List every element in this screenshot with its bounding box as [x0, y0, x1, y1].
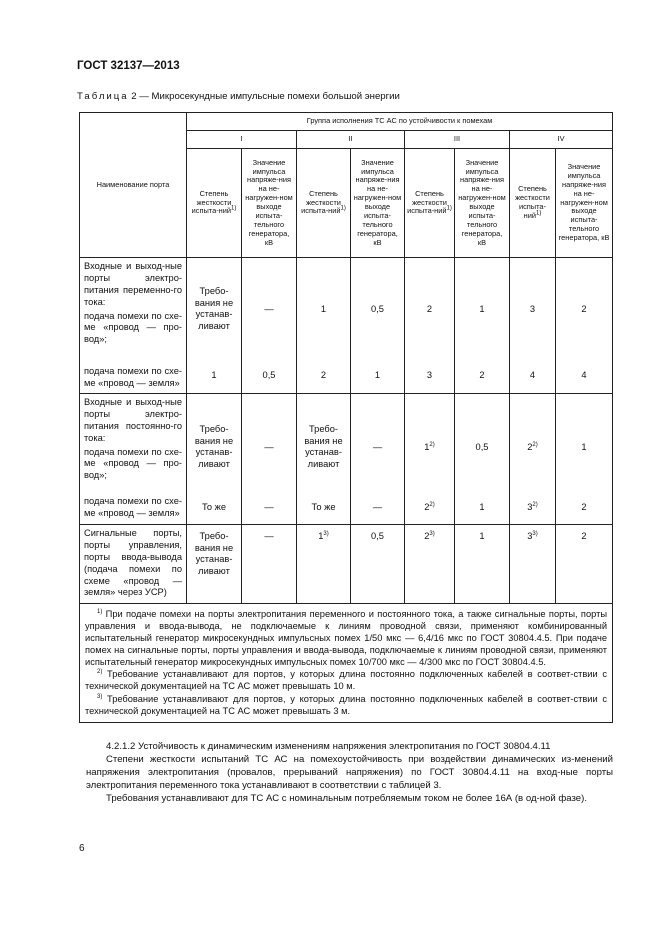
value-cell: Требо-вания не устанав-ливают То же	[297, 394, 351, 525]
voltage-subheader: Значение импульса напряже-ния на не-нагружен-ном выходе испыта-тельного генератора, кВ	[242, 149, 297, 258]
table-caption-word: Таблица	[77, 91, 129, 102]
value-cell: 2 4	[556, 258, 613, 394]
body-text	[86, 741, 613, 806]
port-section-title: Сигнальные порты, порты управления, порты ввода-вывода (подача помехи по схеме «провод — земля» через УСР)	[84, 528, 182, 598]
port-sub-label: подача помехи по схе-ме «провод — земля»	[84, 366, 182, 389]
paragraph: Требования устанавливают для ТС АС с номинальным потребляемым током не более 16А (в од-ной фазе).	[106, 792, 588, 804]
footnote: $^{1)}$ При подаче помехи на порты электропитания переменного и постоянного тока, а также сигнальные порты, порты управления и ввода-вывода, не подключаемые к линиям проводной связи, применяют комбинированный испытательный генератор микросекундных импульсных помех 1/50 мкс — 6,4/16 мкс по ГОСТ 30804.4.5. При подаче помех на сигнальные порты, порты управления и ввода-вывода, подключаемые к линиям проводной связи, применяют испытательный генератор микросекундных импульсных помех 10/700 мкс — 4/300 мкс по ГОСТ 30804.4.5.	[85, 608, 608, 668]
port-sub-label: подача помехи по схе-ме «провод — про-вод»;	[84, 446, 182, 481]
value-cell: 0,5	[351, 525, 405, 604]
value-cell: — 0,5	[242, 258, 297, 394]
value-cell: 2	[556, 525, 613, 604]
footnote: $^{3)}$ Требование устанавливают для портов, у которых длина постоянно подключенных кабелей в соответ-ствии с технической документацией на ТС АС может превышать 3 м.	[85, 693, 608, 716]
group-iii-header: III	[405, 131, 510, 149]
group-i-header: I	[187, 131, 297, 149]
voltage-subheader: Значение импульса напряже-ния на не-нагружен-ном выходе испыта-тельного генератора, кВ	[351, 149, 405, 258]
value-cell: Требо-вания не устанав-ливают То же	[187, 394, 242, 525]
group-ii-header: II	[297, 131, 405, 149]
voltage-subheader: Значение импульса напряже-ния на не-нагружен-ном выходе испыта-тельного генератора, кВ	[556, 149, 613, 258]
value-cell: 1 2	[455, 258, 510, 394]
table-caption-text: 2 — Микросекундные импульсные помехи большой энергии	[131, 91, 400, 102]
port-sub-label: подача помехи по схе-ме «провод — земля»	[84, 496, 182, 519]
paragraph: Степени жесткости испытаний ТС АС на помехоустойчивость при воздействии динамических из-менений напряжения электропитания (провалов, прерываний напряжения) по ГОСТ 30804.4.11 на вход-ные порты электропитания переменного тока устанавливают в соответствии с таблицей 3.	[86, 753, 613, 791]
page-number: 6	[79, 843, 85, 854]
port-name-cell	[80, 258, 187, 394]
table-caption	[77, 91, 400, 102]
value-cell: 1$^{2)}$ 2$^{2)}$	[405, 394, 455, 525]
port-section-title: Входные и выход-ные порты электро-питания переменно-го тока:	[84, 261, 182, 307]
value-cell: 3 4	[510, 258, 556, 394]
degree-subheader: Степень жесткости испыта-ний$^{1)}$	[510, 149, 556, 258]
value-cell: — —	[351, 394, 405, 525]
port-sub-label: подача помехи по схе-ме «провод — про-вод»;	[84, 310, 182, 345]
value-cell: —	[242, 525, 297, 604]
degree-subheader: Степень жесткости испыта-ний$^{1)}$	[297, 149, 351, 258]
value-cell: 1	[455, 525, 510, 604]
value-cell: 1 2	[297, 258, 351, 394]
value-cell: 0,5 1	[455, 394, 510, 525]
group-header: Группа исполнения ТС АС по устойчивости к помехам	[187, 113, 613, 131]
group-iv-header: IV	[510, 131, 613, 149]
value-cell: — —	[242, 394, 297, 525]
value-cell: 0,5 1	[351, 258, 405, 394]
document-code: ГОСТ 32137—2013	[77, 60, 180, 72]
value-cell: 2 3	[405, 258, 455, 394]
value-cell: 2$^{3)}$	[405, 525, 455, 604]
value-cell: 3$^{3)}$	[510, 525, 556, 604]
port-name-header: Наименование порта	[80, 113, 187, 258]
degree-subheader: Степень жесткости испыта-ний$^{1)}$	[405, 149, 455, 258]
impulse-table	[79, 112, 613, 723]
port-name-cell	[80, 394, 187, 525]
section-heading: 4.2.1.2 Устойчивость к динамическим изменениям напряжения электропитания по ГОСТ 30804.4.11	[106, 741, 551, 752]
port-name-cell	[80, 525, 187, 604]
table-footnotes	[80, 604, 613, 723]
value-cell: Требо-вания не устанав-ливают	[187, 525, 242, 604]
value-cell: 2$^{2)}$ 3$^{2)}$	[510, 394, 556, 525]
footnote: $^{2)}$ Требование устанавливают для портов, у которых длина постоянно подключенных кабелей в соответ-ствии с технической документацией на ТС АС может превышать 10 м.	[85, 669, 608, 692]
value-cell: 1$^{3)}$	[297, 525, 351, 604]
value-cell: Требо-вания не устанав-ливают 1	[187, 258, 242, 394]
value-cell: 1 2	[556, 394, 613, 525]
degree-subheader: Степень жесткости испыта-ний$^{1)}$	[187, 149, 242, 258]
port-section-title: Входные и выход-ные порты электро-питания постоянно-го тока:	[84, 397, 182, 443]
voltage-subheader: Значение импульса напряже-ния на не-нагружен-ном выходе испыта-тельного генератора, кВ	[455, 149, 510, 258]
